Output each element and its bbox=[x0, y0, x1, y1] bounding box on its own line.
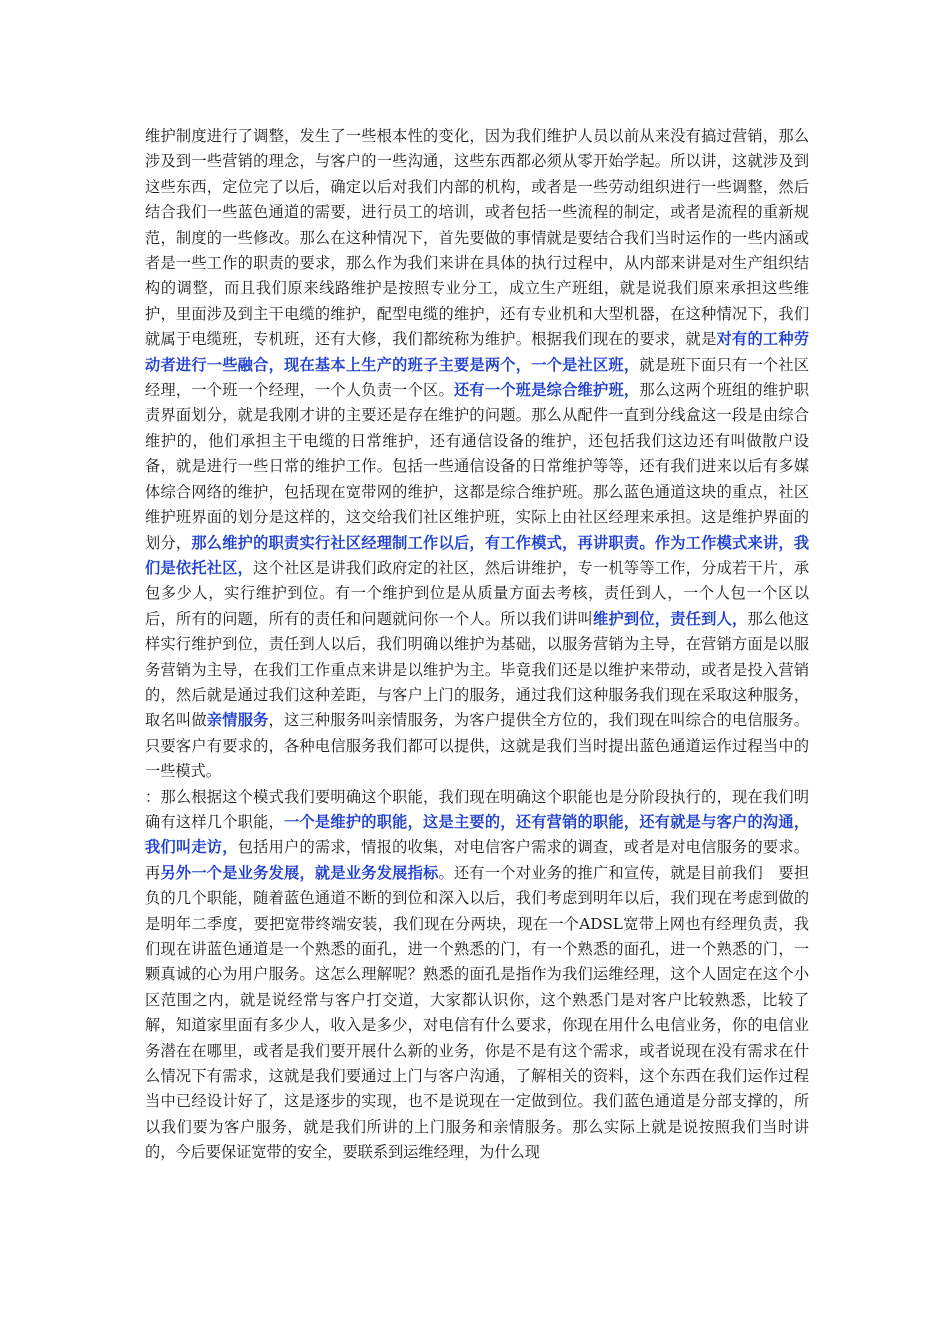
text-run: ：那么根据这个模式我们要明确这个职能，我们现在明确这个职能也是分阶段执行的，现在我们明确有这样几个职能， bbox=[145, 787, 809, 831]
text-run: 这个社区是讲我们政府定的社区，然后讲维护，专一机等等工作，分成若干片，承包多少人，实行维护到位。有一个维护到位是从质量方面去考核，责任到人，一个人包一个区以后，所有的问题，所有的责任和问题就问你一个人。所以我们讲叫 bbox=[145, 558, 810, 628]
highlighted-text: 那么维护的职责实行社区经理制工作以后，有工作模式，再讲职责。作为工作模式来讲，我们是依托社区， bbox=[145, 533, 809, 577]
text-run: 。还有一个对业务的推广和宣传，就是目前我们 要担负的几个职能，随着蓝色通道不断的到位和深入以后，我们考虑到明年以后，我们现在考虑到做的是明年二季度，要把宽带终端安装，我们现在分两块，现在一个ADSL宽带上网也有经理负责，我们现在讲蓝色通道是一个熟悉的面孔，进一个熟悉的门，有一个熟悉的面孔，进一个熟悉的门，一颗真诚的心为用户服务。这怎么理解呢？熟悉的面孔是指作为我们运维经理，这个人固定在这个小区范围之内，就是说经常与客户打交道，大家都认识你，这个熟悉门是对客户比较熟悉，比较了解，知道家里面有多少人，收入是多少，对电信有什么要求，你现在用什么电信业务，你的电信业务潜在在哪里，或者是我们要开展什么新的业务，你是不是有这个需求，或者说现在没有需求在什么情况下有需求，这就是我们要通过上门与客户沟通，了解相关的资料，这个东西在我们运作过程当中已经设计好了，这是逐步的实现，也不是说现在一定做到位。我们蓝色通道是分部支撑的，所以我们要为客户服务，就是我们所讲的上门服务和亲情服务。那么实际上就是说按照我们当时讲的，今后要保证宽带的安全，要联系到运维经理，为什么现 bbox=[145, 863, 810, 1162]
highlighted-text: 维护到位，责任到人， bbox=[593, 609, 748, 628]
text-run: 就是班下面只有一个社区经理，一个班一个经理，一个人负责一个区。 bbox=[145, 355, 810, 400]
text-run: 包括用户的需求，情报的收集，对电信客户需求的调查，或者是对电信服务的要求。再 bbox=[145, 838, 810, 882]
paragraph-2 bbox=[145, 785, 809, 1166]
text-run: 那么这两个班组的维护职责界面划分，就是我刚才讲的主要还是存在维护的问题。那么从配件一直到分线盒这一段是由综合维护的，他们承担主干电缆的日常维护，还有通信设备的维护，还包括我们这边还有叫做散户设备，就是进行一些日常的维护工作。包括一些通信设备的日常维护等等，还有我们进来以后有多媒体综合网络的维护，包括现在宽带网的维护，这都是综合维护班。那么蓝色通道这块的重点，社区维护班界面的划分是这样的，这交给我们社区维护班，实际上由社区经理来承担。这是维护界面的划分， bbox=[145, 381, 810, 552]
highlighted-text: 还有一个班是综合维护班， bbox=[453, 381, 640, 400]
document-page bbox=[145, 124, 809, 1166]
highlighted-text: 对有的工种劳动者进行一些融合，现在基本上生产的班子主要是两个，一个是社区班， bbox=[145, 330, 810, 374]
highlighted-text: 另外一个是业务发展，就是业务发展指标 bbox=[160, 863, 439, 882]
text-run: ，这三种服务叫亲情服务，为客户提供全方位的，我们现在叫综合的电信服务。只要客户有要求的，各种电信服务我们都可以提供，这就是我们当时提出蓝色通道运作过程当中的一些模式。 bbox=[145, 711, 810, 781]
text-run: 维护制度进行了调整，发生了一些根本性的变化，因为我们维护人员以前从来没有搞过营销，那么涉及到一些营销的理念，与客户的一些沟通，这些东西都必须从零开始学起。所以讲，这就涉及到这些东西，定位完了以后，确定以后对我们内部的机构，或者是一些劳动组织进行一些调整，然后结合我们一些蓝色通道的需要，进行员工的培训，或者包括一些流程的制定，或者是流程的重新规范，制度的一些修改。那么在这种情况下，首先要做的事情就是要结合我们当时运作的一些内涵或者是一些工作的职责的要求，那么作为我们来讲在具体的执行过程中，从内部来讲是对生产组织结构的调整，而且我们原来线路维护是按照专业分工，成立生产班组，就是说我们原来承担这些维护，里面涉及到主干电缆的维护，配型电缆的维护，还有专业机和大型机器，在这种情况下，我们就属于电缆班，专机班，还有大修，我们都统称为维护。根据我们现在的要求，就是 bbox=[145, 127, 809, 349]
highlighted-text: 一个是维护的职能，这是主要的，还有营销的职能，还有就是与客户的沟通，我们叫走访， bbox=[145, 812, 810, 857]
text-run: 那么他这样实行维护到位，责任到人以后，我们明确以维护为基础，以服务营销为主导，在营销方面是以服务营销为主导，在我们工作重点来讲是以维护为主。毕竟我们还是以维护来带动，或者是投入营销的，然后就是通过我们这种差距，与客户上门的服务，通过我们这种服务我们现在采取这种服务，取名叫做 bbox=[145, 609, 810, 730]
highlighted-text: 亲情服务 bbox=[206, 711, 269, 730]
paragraph-1 bbox=[145, 124, 809, 785]
